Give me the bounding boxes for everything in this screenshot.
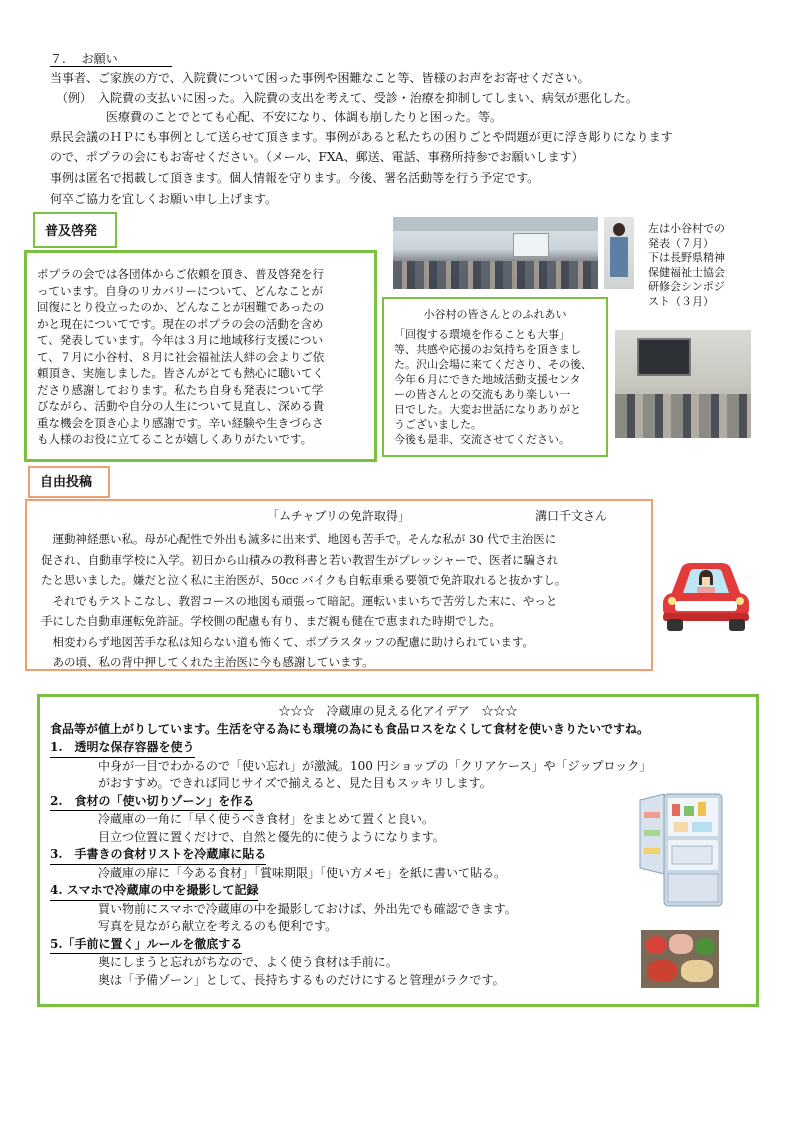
otari-line: 等、共感や応援のお気持ちを頂きまし <box>394 343 581 356</box>
fridge-item-line: 中身が一目でわかるので「使い忘れ」が激減。100 円ショップの「クリアケース」や「ジップロック」 <box>98 758 652 773</box>
freepost-box <box>25 499 653 671</box>
fridge-item-line: 目立つ位置に置くだけで、自然と優先的に使うようになります。 <box>98 829 445 844</box>
photo-caption: 左は小谷村での 発表（７月） 下は長野県精神 保健福祉士協会 研修会シンポジ スト（３月） <box>648 222 725 308</box>
request-line: ので、ポプラの会にもお寄せください。（メール、FXA、郵送、電話、事務所持参でお願いします） <box>50 150 584 164</box>
request-line: 何卒ご協力を宜しくお願い申し上げます。 <box>50 192 278 206</box>
fridge-item-line: 買い物前にスマホで冷蔵庫の中を撮影しておけば、外出先でも確認できます。 <box>98 901 517 916</box>
fridge-item <box>50 793 650 847</box>
fridge-intro: 食品等が値上がりしています。生活を守る為にも環境の為にも食品ロスをなくして食材を使いきりたいですね。 <box>50 722 650 736</box>
food-photo <box>641 930 719 988</box>
fridge-item <box>50 739 650 793</box>
fridge-item-line: 写真を見ながら献立を考えるのも便利です。 <box>98 919 338 933</box>
request-heading: ７. お願い <box>50 50 172 67</box>
outreach-line: て、７月に小谷村、８月に社会福祉法人絆の会よりご依 <box>37 349 325 364</box>
otari-line: 今後も是非、交流させてください。 <box>394 433 570 446</box>
otari-line: 「回復する環境を作ることも大事」 <box>394 328 570 341</box>
outreach-text <box>37 266 377 448</box>
audience <box>393 261 598 289</box>
fridge-item-line: 冷蔵庫の一角に「早く使うべき食材」をまとめて置くと良い。 <box>98 812 435 826</box>
fridge-item-line: 冷蔵庫の扉に「今ある食材」「賞味期限」「使い方メモ」を紙に書いて貼る。 <box>98 865 507 880</box>
presentation-screen <box>637 338 691 376</box>
fridge-title: ☆☆☆ 冷蔵庫の見える化アイデア ☆☆☆ <box>278 704 518 718</box>
freepost-line: 運動神経悪い私。母が心配性で外出も滅多に出来ず、地図も苦手で。そんな私が 30 代で主治医に <box>41 532 557 546</box>
freepost-line: 相変わらず地図苦手な私は知らない道も怖くて、ポプラスタッフの配慮に助けられています。 <box>41 634 534 649</box>
outreach-box <box>24 250 377 462</box>
outreach-line: ださり感謝しております。私たち自身も発表について学 <box>37 382 324 397</box>
freepost-tag: 自由投稿 <box>28 466 110 498</box>
otari-line: ーの皆さんとの交流もあり楽しい一 <box>394 388 570 401</box>
freepost-line: 手にした自動車運転免許証。学校側の配慮も有り、まだ親も健在で恵まれた時期でした。 <box>41 614 501 628</box>
fridge-items <box>50 739 650 989</box>
fridge-item-line: がおすすめ。できれば同じサイズで揃えると、見た目もスッキリします。 <box>98 776 492 790</box>
fridge-item-heading: 2. 食材の「使い切りゾーン」を作る <box>50 793 254 812</box>
freepost-text <box>41 529 651 673</box>
fridge-item <box>50 936 650 990</box>
outreach-line: も人様のお役に立てることが嬉しくありがたいです。 <box>37 432 313 446</box>
otari-line: 日でした。大変お世話になりありがと <box>394 403 581 416</box>
outreach-photo-symposium <box>615 330 751 438</box>
fridge-item-line: 奥は「予備ゾーン」として、長持ちするものだけにすると管理がラクです。 <box>98 972 505 987</box>
outreach-line: かと現在についてです。現在のポプラの会の活動を含め <box>37 316 324 331</box>
presenter-photo <box>604 217 634 289</box>
fridge-item <box>50 846 650 882</box>
request-line: 当事者、ご家族の方で、入院費について困った事例や困難なこと等、皆様のお声をお寄せください。 <box>50 71 590 85</box>
fridge-item <box>50 882 650 936</box>
request-line: 医療費のことでとても心配、不安になり、体調も崩したりと困った。等。 <box>106 110 503 124</box>
outreach-line: 頼頂き、実施しました。皆さんがとても熱心に聴いてく <box>37 366 325 380</box>
outreach-line: ポプラの会では各団体からご依頼を頂き、普及啓発を行 <box>37 267 325 281</box>
freepost-line: 促され、自動車学校に入学。初日から山積みの教科書と若い教習生がプレッシャーで、医者に騙され <box>41 552 559 567</box>
freepost-line: それでもテストこなし、教習コースの地図も頑張って暗記。運転いまいちで苦労した末に、やっと <box>41 593 558 608</box>
otari-line: うございました。 <box>394 418 482 431</box>
freepost-title: 「ムチャブリの免許取得」 <box>267 509 410 523</box>
otari-text <box>394 327 604 447</box>
request-line: 県民会議のＨＰにも事例として送らせて頂きます。事例があると私たちの困りごとや問題が更に浮き彫りになります <box>50 130 673 144</box>
otari-box <box>382 297 608 457</box>
car-icon <box>657 555 753 635</box>
otari-line: 今年６月にできた地域活動支援センタ <box>394 373 581 386</box>
otari-line: た。沢山会場に来てくださり、その後、 <box>394 358 592 371</box>
fridge-item-heading: 3. 手書きの食材リストを冷蔵庫に貼る <box>50 846 266 865</box>
freepost-author: 溝口千文さん <box>535 509 608 523</box>
seats <box>615 394 751 438</box>
freepost-line: たと思いました。嫌だと泣く私に主治医が、50cc バイクも自転車乗る要領で免許取れると抜かすし。 <box>41 573 567 587</box>
outreach-line: っています。自身のリカバリーについて、どんなことが <box>37 283 324 298</box>
outreach-line: て、発表しています。今年は３月に地域移行支援につい <box>37 333 324 347</box>
otari-title: 小谷村の皆さんとのふれあい <box>423 308 567 321</box>
outreach-line: 重な機会を頂き心より感謝です。辛い経験や生きづらさ <box>37 415 324 430</box>
outreach-line: 回復にとり役立ったのか、どんなことが困難であったの <box>37 300 325 314</box>
outreach-photo-otari <box>393 217 598 289</box>
request-line: （例） 入院費の支払いに困った。入院費の支出を考えて、受診・治療を抑制してしまい、病気が悪化した。 <box>56 91 638 105</box>
fridge-item-line: 奥にしまうと忘れがちなので、よく使う食材は手前に。 <box>98 955 398 969</box>
fridge-item-heading: 1. 透明な保存容器を使う <box>50 739 195 758</box>
freepost-line: あの頃、私の背中押してくれた主治医に今も感謝しています。 <box>41 655 374 669</box>
fridge-item-heading: 5.「手前に置く」ルールを徹底する <box>50 936 242 955</box>
outreach-tag: 普及啓発 <box>33 212 117 248</box>
request-line: 事例は匿名で掲載して頂きます。個人情報を守ります。今後、署名活動等を行う予定です。 <box>50 171 540 185</box>
projector-screen <box>513 233 549 257</box>
fridge-item-heading: 4. スマホで冷蔵庫の中を撮影して記録 <box>50 882 258 901</box>
refrigerator-icon <box>636 790 728 910</box>
outreach-line: びながら、活動や自分の人生について見直し、深める貴 <box>37 399 325 413</box>
